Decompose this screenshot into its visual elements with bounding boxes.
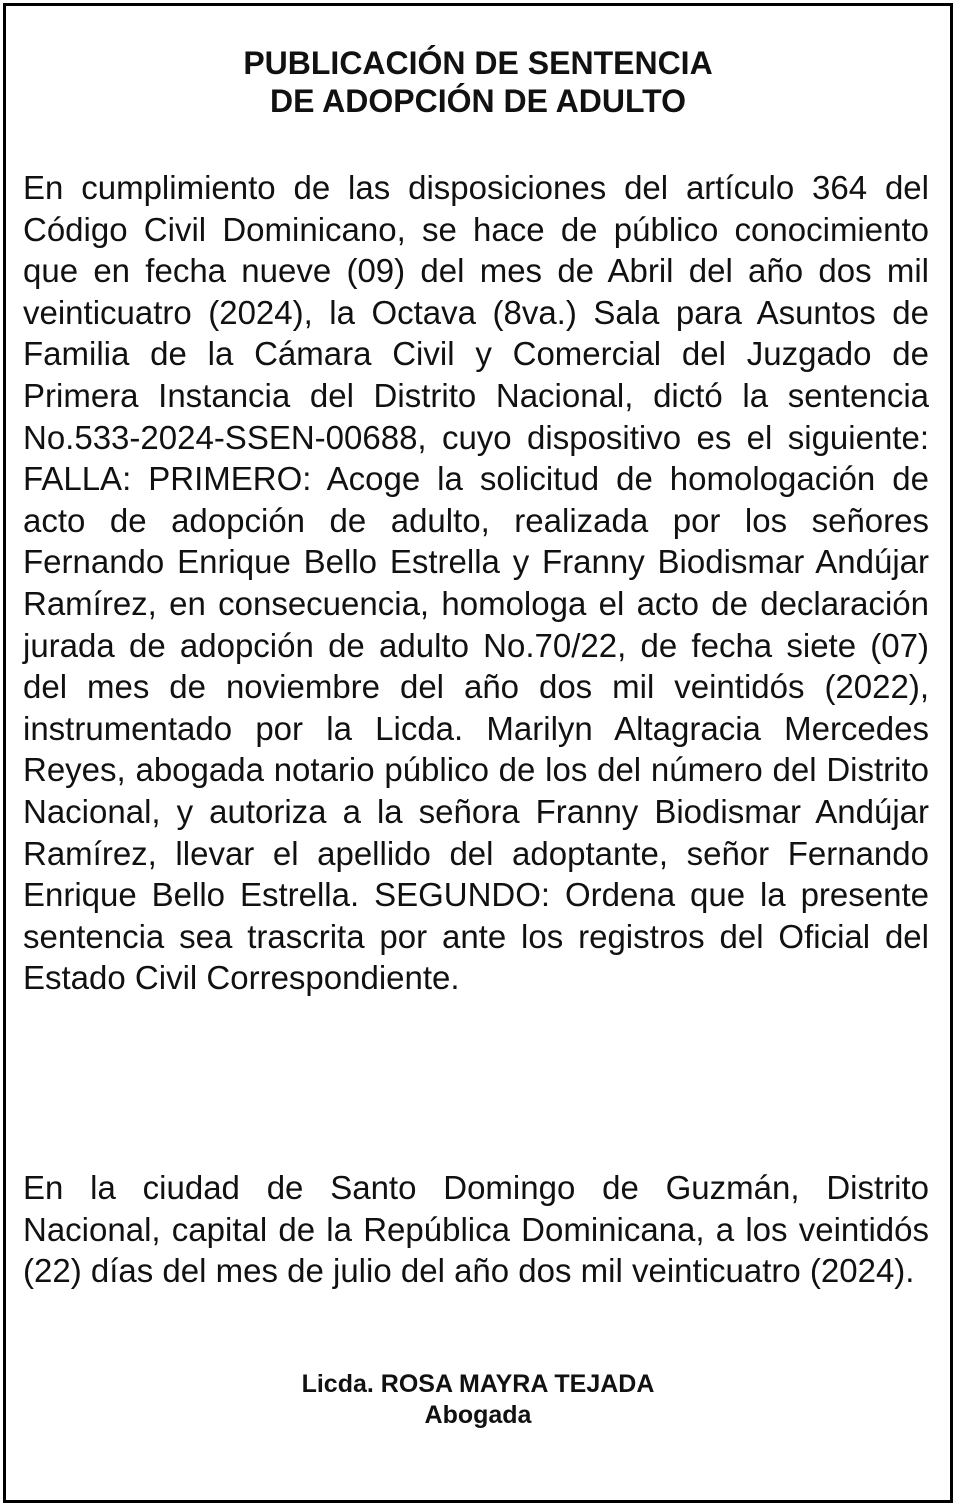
place-date-paragraph: En la ciudad de Santo Domingo de Guzmán, Distrito Nacional, capital de la República Dominicana, a los veintidós (22) días del mes de julio del año dos mil veinticuatro (2024). — [23, 1169, 929, 1290]
notice-title — [6, 44, 950, 120]
title-line-1: PUBLICACIÓN DE SENTENCIA — [243, 45, 713, 81]
legal-notice — [3, 3, 953, 1503]
ruling-paragraph: En cumplimiento de las disposiciones del artículo 364 del Código Civil Dominicano, se hace de público conocimiento que en fecha nueve (09) del mes de Abril del año dos mil veinticuatro (2024), la Octava (8va.) Sala para Asuntos de Familia de la Cámara Civil y Comercial del Juzgado de Primera Instancia del Distrito Nacional, dictó la sentencia No.533-2024-SSEN-00688, cuyo dispositivo es el siguiente: FALLA: PRIMERO: Acoge la solicitud de homologación de acto de adopción de adulto, realizada por los señores Fernando Enrique Bello Estrella y Franny Biodismar Andújar Ramírez, en consecuencia, homologa el acto de declaración jurada de adopción de adulto No.70/22, de fecha siete (07) del mes de noviembre del año dos mil veintidós (2022), instrumentado por la Licda. Marilyn Altagracia Mercedes Reyes, abogada notario público de los del número del Distrito Nacional, y autoriza a la señora Franny Biodismar Andújar Ramírez, llevar el apellido del adoptante, señor Fernando Enrique Bello Estrella. SEGUNDO: Ordena que la presente sentencia sea trascrita por ante los registros del Oficial del Estado Civil Correspondiente. — [23, 169, 929, 997]
signature-block — [6, 1369, 950, 1431]
signature-name: Licda. ROSA MAYRA TEJADA — [301, 1370, 655, 1398]
signature-role: Abogada — [424, 1401, 532, 1429]
title-line-2: DE ADOPCIÓN DE ADULTO — [269, 83, 686, 119]
